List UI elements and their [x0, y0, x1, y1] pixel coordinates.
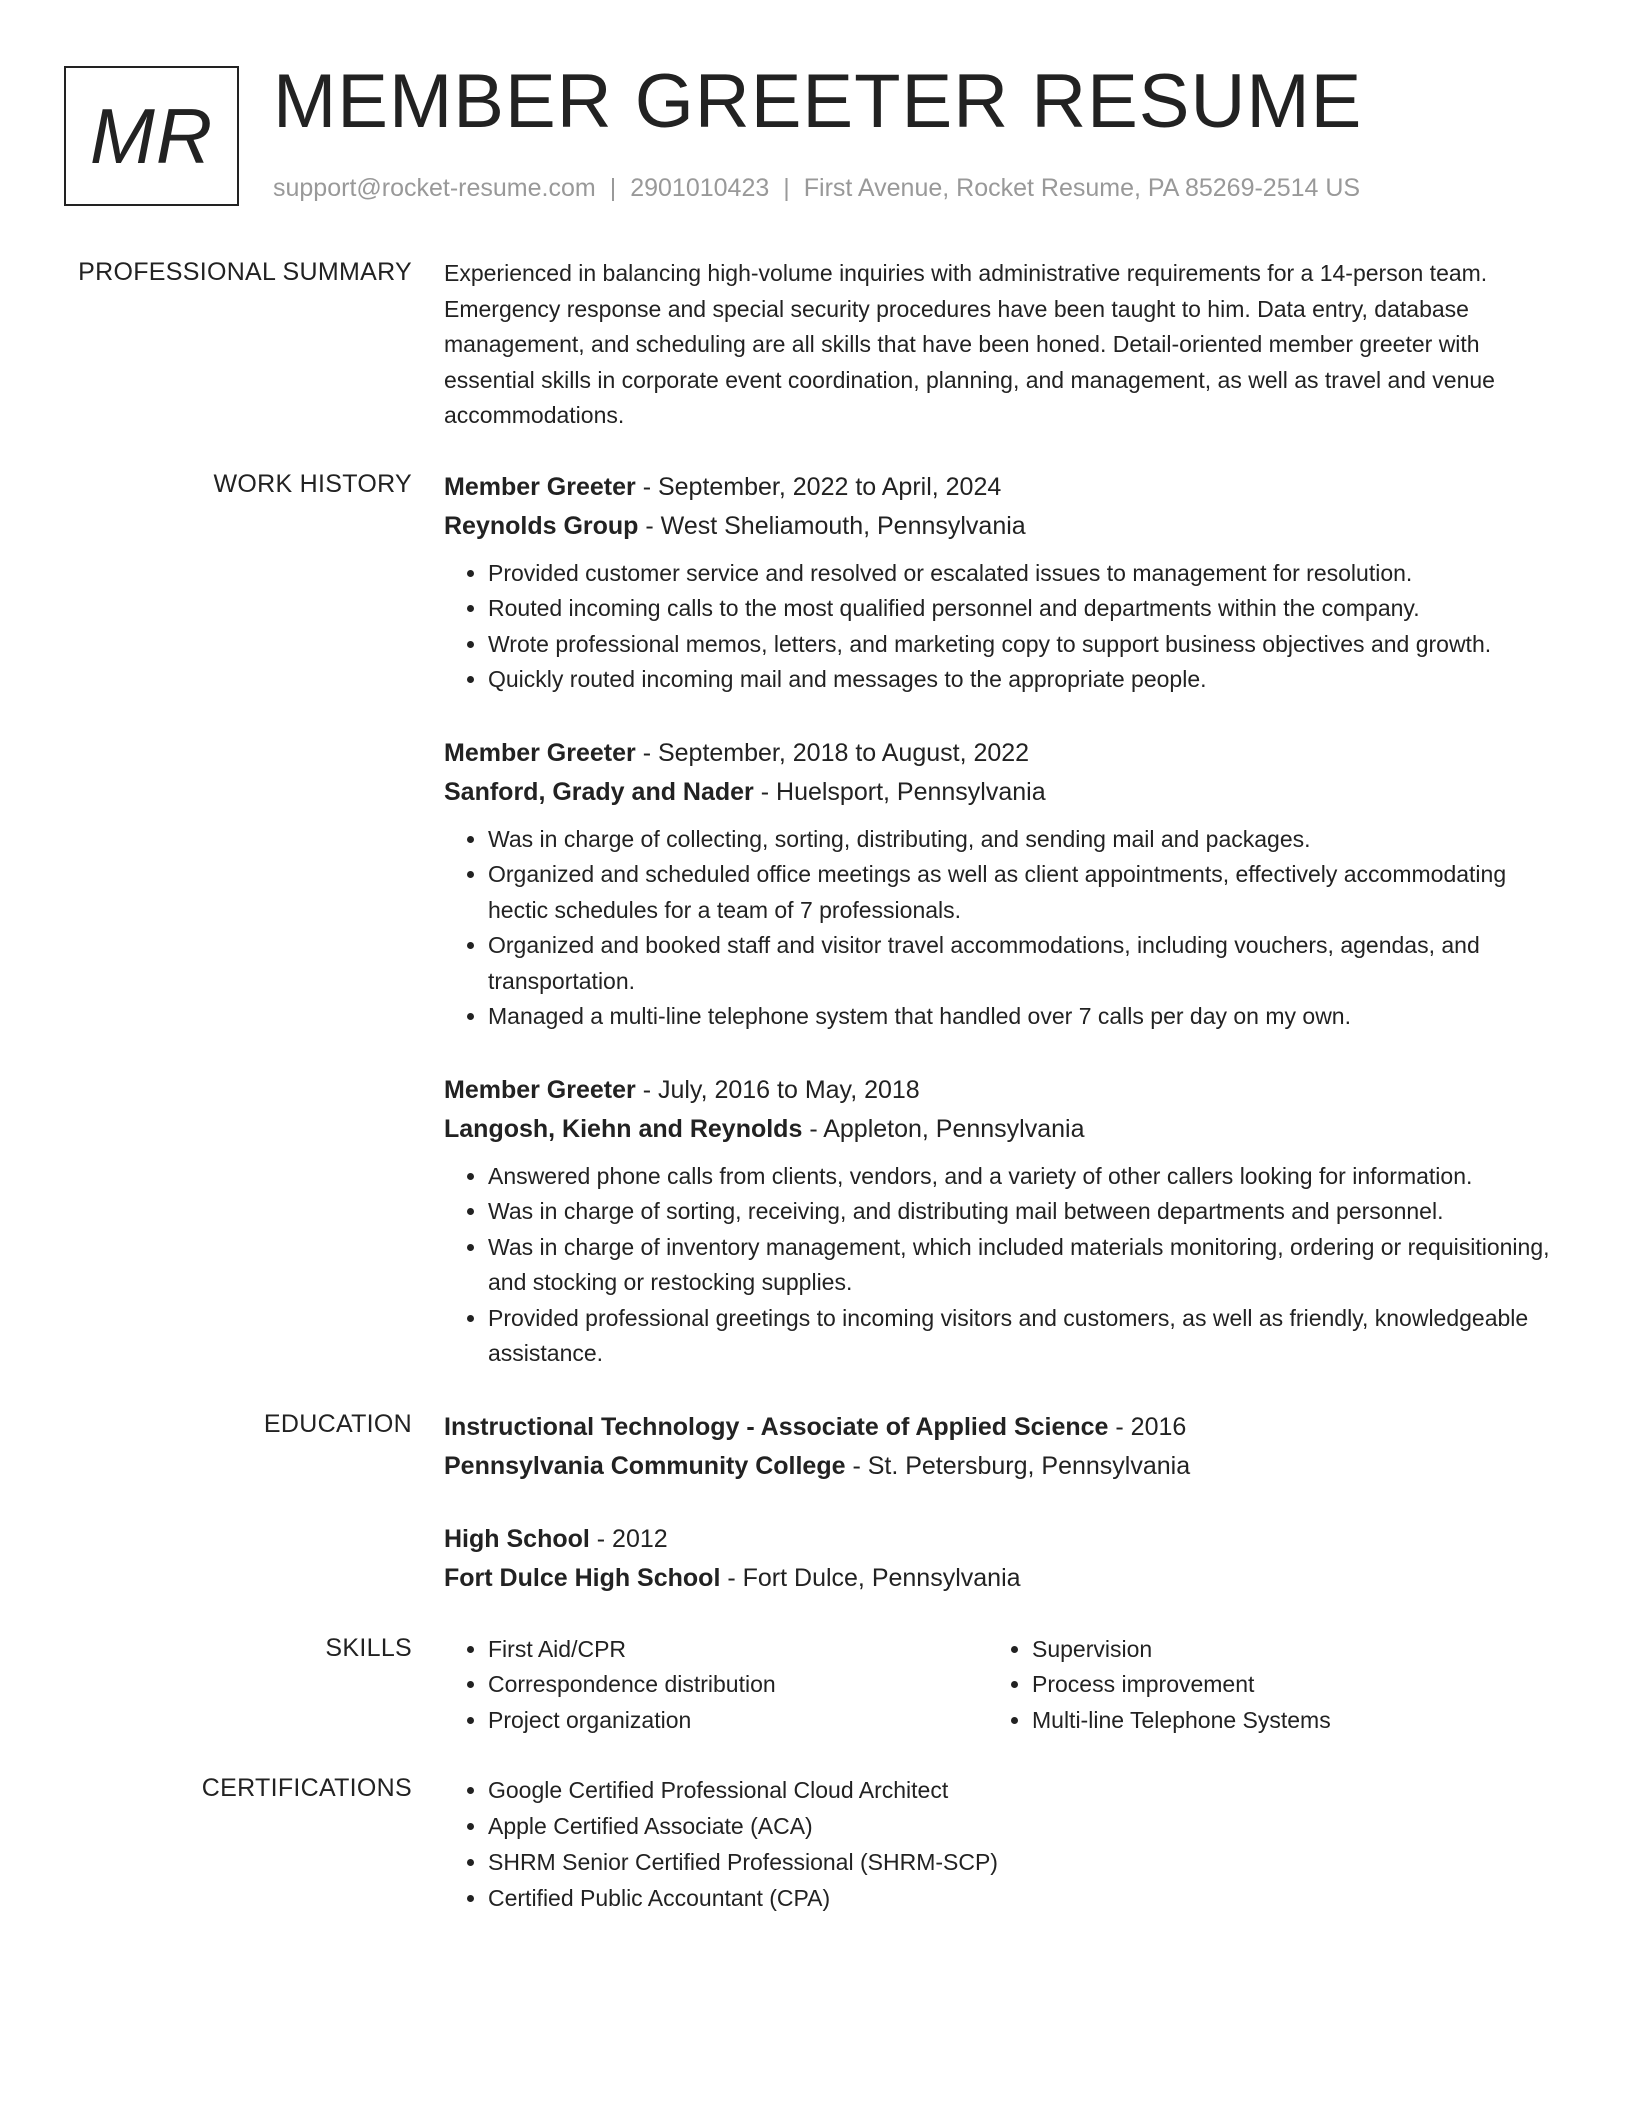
- section-label: SKILLS: [325, 1633, 412, 1662]
- section-body: [444, 1632, 1554, 1739]
- job-bullets: [444, 822, 1554, 1035]
- contact-email: support@rocket-resume.com: [273, 174, 596, 202]
- job-company: Reynolds Group: [444, 511, 639, 540]
- contact-address: First Avenue, Rocket Resume, PA 85269-2514 US: [803, 174, 1361, 202]
- job-bullet: • Managed a multi-line telephone system that handled over 7 calls per day on my own.: [488, 999, 1554, 1035]
- certification-item: • Google Certified Professional Cloud Architect: [488, 1772, 1554, 1808]
- job-bullet: • Answered phone calls from clients, vendors, and a variety of other callers looking for information.: [488, 1159, 1554, 1195]
- resume-content: [0, 256, 1632, 1950]
- school-location: - St. Petersburg, Pennsylvania: [845, 1451, 1191, 1480]
- job-company-line: [444, 1110, 1554, 1149]
- job-title-line: [444, 468, 1554, 507]
- contact-phone: 2901010423: [630, 174, 770, 202]
- degree-line: [444, 1520, 1554, 1559]
- job-company: Langosh, Kiehn and Reynolds: [444, 1114, 803, 1143]
- job-company-line: [444, 773, 1554, 812]
- section-body: [444, 1772, 1554, 1916]
- education-section: [0, 1408, 1632, 1598]
- work-history-section: [0, 468, 1632, 1408]
- job-bullets: [444, 556, 1554, 698]
- section-label: CERTIFICATIONS: [201, 1774, 412, 1802]
- job-bullets: [444, 1159, 1554, 1372]
- job-bullet: • Wrote professional memos, letters, and marketing copy to support business objectives and growth.: [488, 627, 1554, 663]
- job-bullet: • Routed incoming calls to the most qualified personnel and departments within the company.: [488, 591, 1554, 627]
- job-entry: [444, 734, 1554, 1035]
- job-company-line: [444, 507, 1554, 546]
- degree-name: Instructional Technology - Associate of Applied Science: [444, 1412, 1109, 1441]
- job-title: Member Greeter: [444, 1075, 636, 1104]
- job-bullet: • Was in charge of sorting, receiving, and distributing mail between departments and personnel.: [488, 1194, 1554, 1230]
- section-body: [444, 256, 1554, 434]
- resume-title: MEMBER GREETER RESUME: [273, 59, 1363, 144]
- school-name: Pennsylvania Community College: [444, 1451, 846, 1480]
- job-title: Member Greeter: [444, 738, 636, 767]
- job-title: Member Greeter: [444, 472, 636, 501]
- job-dates: - September, 2018 to August, 2022: [635, 738, 1030, 767]
- job-dates: - September, 2022 to April, 2024: [635, 472, 1002, 501]
- section-label: PROFESSIONAL SUMMARY: [78, 258, 412, 286]
- job-title-line: [444, 734, 1554, 773]
- job-bullet: • Provided professional greetings to incoming visitors and customers, as well as friendly, knowledgeable assistance.: [488, 1301, 1554, 1372]
- section-body: [444, 1408, 1554, 1598]
- job-location: - Appleton, Pennsylvania: [802, 1114, 1085, 1143]
- education-entry: [444, 1520, 1554, 1598]
- summary-section: [0, 256, 1632, 434]
- degree-line: [444, 1408, 1554, 1447]
- job-location: - West Sheliamouth, Pennsylvania: [638, 511, 1026, 540]
- skill-item: • Correspondence distribution: [488, 1667, 988, 1703]
- certification-item: • SHRM Senior Certified Professional (SHRM-SCP): [488, 1844, 1554, 1880]
- job-location: - Huelsport, Pennsylvania: [753, 777, 1046, 806]
- monogram-badge: MR: [64, 66, 239, 206]
- degree-year: - 2016: [1108, 1412, 1187, 1441]
- job-bullet: • Was in charge of inventory management, which included materials monitoring, ordering or requisitioning, and stocking or restocking supplies.: [488, 1230, 1554, 1301]
- job-bullet: • Provided customer service and resolved or escalated issues to management for resolution.: [488, 556, 1554, 592]
- job-entry: [444, 468, 1554, 698]
- job-company: Sanford, Grady and Nader: [444, 777, 754, 806]
- job-entry: [444, 1071, 1554, 1372]
- education-entry: [444, 1408, 1554, 1486]
- certifications-section: [0, 1772, 1632, 1916]
- job-bullet: • Was in charge of collecting, sorting, distributing, and sending mail and packages.: [488, 822, 1554, 858]
- summary-text: Experienced in balancing high-volume inquiries with administrative requirements for a 14-person team. Emergency response and special security procedures have been taught to him. Data entry, database management, and scheduling are all skills that have been honed. Detail-oriented member greeter with essential skills in corporate event coordination, planning, and management, as well as travel and venue accommodations.: [444, 260, 1495, 428]
- section-label: EDUCATION: [263, 1409, 412, 1438]
- school-name: Fort Dulce High School: [444, 1563, 721, 1592]
- degree-year: - 2012: [589, 1524, 668, 1553]
- certification-item: • Certified Public Accountant (CPA): [488, 1880, 1554, 1916]
- skill-item: • First Aid/CPR: [488, 1632, 988, 1668]
- skills-column-left: [444, 1632, 988, 1739]
- section-label: WORK HISTORY: [213, 469, 412, 498]
- school-location: - Fort Dulce, Pennsylvania: [720, 1563, 1021, 1592]
- school-line: [444, 1559, 1554, 1598]
- job-bullet: • Organized and booked staff and visitor travel accommodations, including vouchers, agendas, and transportation.: [488, 928, 1554, 999]
- skill-item: • Multi-line Telephone Systems: [1032, 1703, 1532, 1739]
- skill-item: • Supervision: [1032, 1632, 1532, 1668]
- job-bullet: • Quickly routed incoming mail and messages to the appropriate people.: [488, 662, 1554, 698]
- certifications-list: [444, 1772, 1554, 1916]
- degree-name: High School: [444, 1524, 590, 1553]
- skills-column-right: [988, 1632, 1532, 1739]
- certification-item: • Apple Certified Associate (ACA): [488, 1808, 1554, 1844]
- skills-grid: [444, 1632, 1554, 1739]
- skill-item: • Project organization: [488, 1703, 988, 1739]
- skill-item: • Process improvement: [1032, 1667, 1532, 1703]
- job-title-line: [444, 1071, 1554, 1110]
- skills-section: [0, 1632, 1632, 1739]
- school-line: [444, 1447, 1554, 1486]
- contact-separator: |: [609, 174, 617, 202]
- job-bullet: • Organized and scheduled office meetings as well as client appointments, effectively accommodating hectic schedules for a team of 7 professionals.: [488, 857, 1554, 928]
- job-dates: - July, 2016 to May, 2018: [635, 1075, 920, 1104]
- section-body: [444, 468, 1554, 1408]
- contact-line: [273, 174, 1360, 203]
- contact-separator: |: [783, 174, 790, 202]
